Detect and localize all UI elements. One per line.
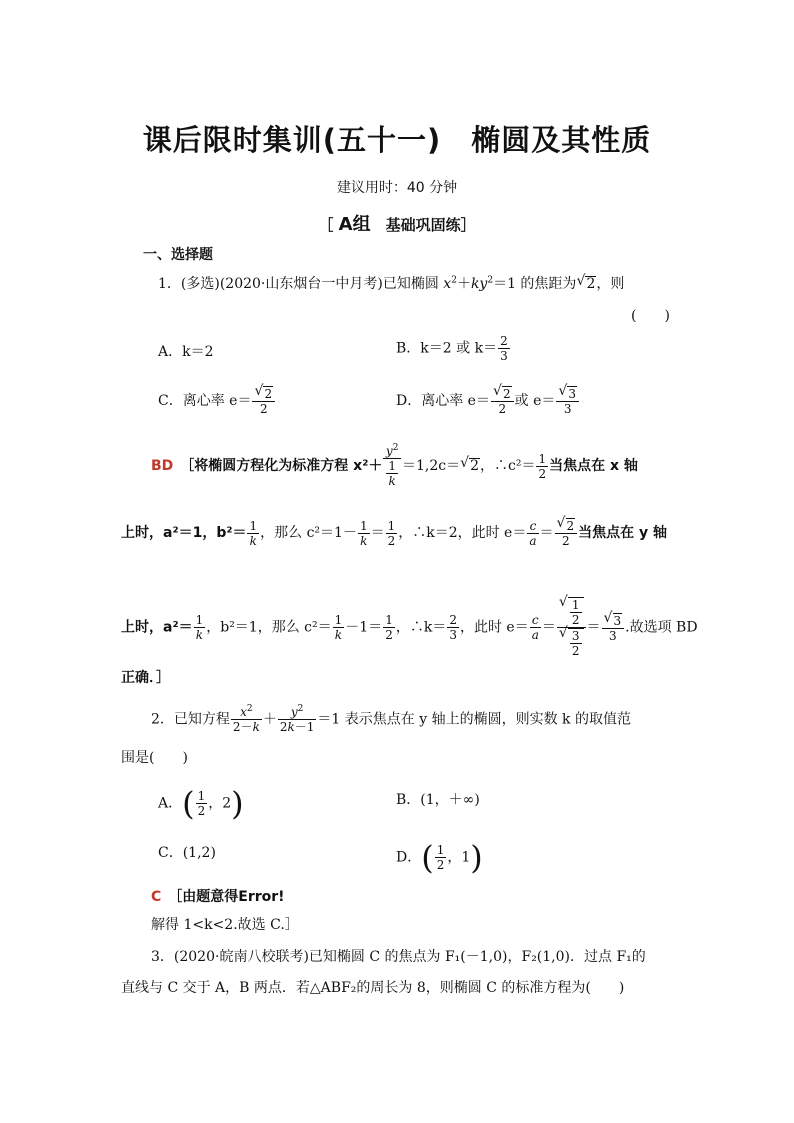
q2-solution-line2: 解得 1<k<2.故选 C.］ — [151, 917, 299, 933]
q1-option-c: C．离心率 e＝ √ $\frac{2}{2}$ — [158, 386, 276, 416]
q1-option-b: B．k＝2 或 k＝ $\frac{2}{3}$ — [396, 334, 508, 363]
q2-stem-line2: 围是( ) — [121, 750, 188, 766]
q3-stem-line2: 直线与 C 交于 A，B 两点．若△ABF₂的周长为 8，则椭圆 C 的标准方程为( ) — [121, 980, 625, 996]
q1-solution-line4: 正确．］ — [121, 670, 170, 686]
q2-option-c: C．(1,2) — [158, 845, 216, 861]
suggested-time: 建议用时：40 分钟 — [336, 180, 458, 196]
section-title: 一、选择题 — [143, 247, 213, 263]
q1-option-a: A．k＝2 — [158, 344, 214, 360]
q1-solution-line3: 上时，a²＝ $\frac{1}{k}$ ，b²＝1，那么 c²＝ $\frac{1}{k}$ －1＝ $\frac{1}{2}$ ，∴k＝ $\frac{2}{3}$ ，此时 e＝ $\frac{c}{a}$ ＝ √ $\frac{1}{2}$ √ $\frac{3}{2}$ ＝ √ $\frac{3}{3}$ .故选项 BD — [121, 597, 698, 658]
q1-solution-line1: BD ［将椭圆方程化为标准方程 x²＋ $\frac{y^2}{\frac{1}{k}}$ ＝1,2c＝√ 2，∴c²＝ $\frac{1}{2}$ 当焦点在 x 轴 — [151, 444, 638, 488]
q2-option-a: A．( $\frac{1}{2}$ ，2) — [158, 784, 244, 823]
q2-stem: 2．已知方程 $\frac{x^2}{2-k}$ ＋ $\frac{y^2}{2k-1}$ ＝1 表示焦点在 y 轴上的椭圆，则实数 k 的取值范 — [151, 704, 631, 734]
q1-option-d: D．离心率 e＝ √ $\frac{2}{2}$ 或 e＝ √ $\frac{3}{3}$ — [396, 386, 580, 416]
group-heading: ［ A组 基础巩固练］ — [318, 214, 476, 235]
q3-stem-line1: 3．(2020·皖南八校联考)已知椭圆 C 的焦点为 F₁(－1,0)，F₂(1,0)．过点 F₁的 — [151, 949, 646, 965]
page-title: 课后限时集训(五十一) 椭圆及其性质 — [142, 123, 652, 157]
q1-blank: ( ) — [631, 308, 670, 324]
q1-solution-line2: 上时，a²＝1，b²＝ $\frac{1}{k}$ ，那么 c²＝1－ $\frac{1}{k}$ ＝ $\frac{1}{2}$ ，∴k＝2，此时 e＝ $\frac{c}{a}$ ＝ √ $\frac{2}{2}$ 当焦点在 y 轴 — [121, 518, 667, 548]
q1-stem: 1．(多选)(2020·山东烟台一中月考)已知椭圆 $x^2+ky^2=1$ 的焦距为√ 2，则 — [158, 274, 624, 294]
q2-option-d: D．( $\frac{1}{2}$ ，1) — [396, 838, 483, 877]
q2-option-b: B．(1，＋∞) — [396, 792, 480, 808]
q2-solution-line1: C ［由题意得Error! — [151, 889, 285, 905]
